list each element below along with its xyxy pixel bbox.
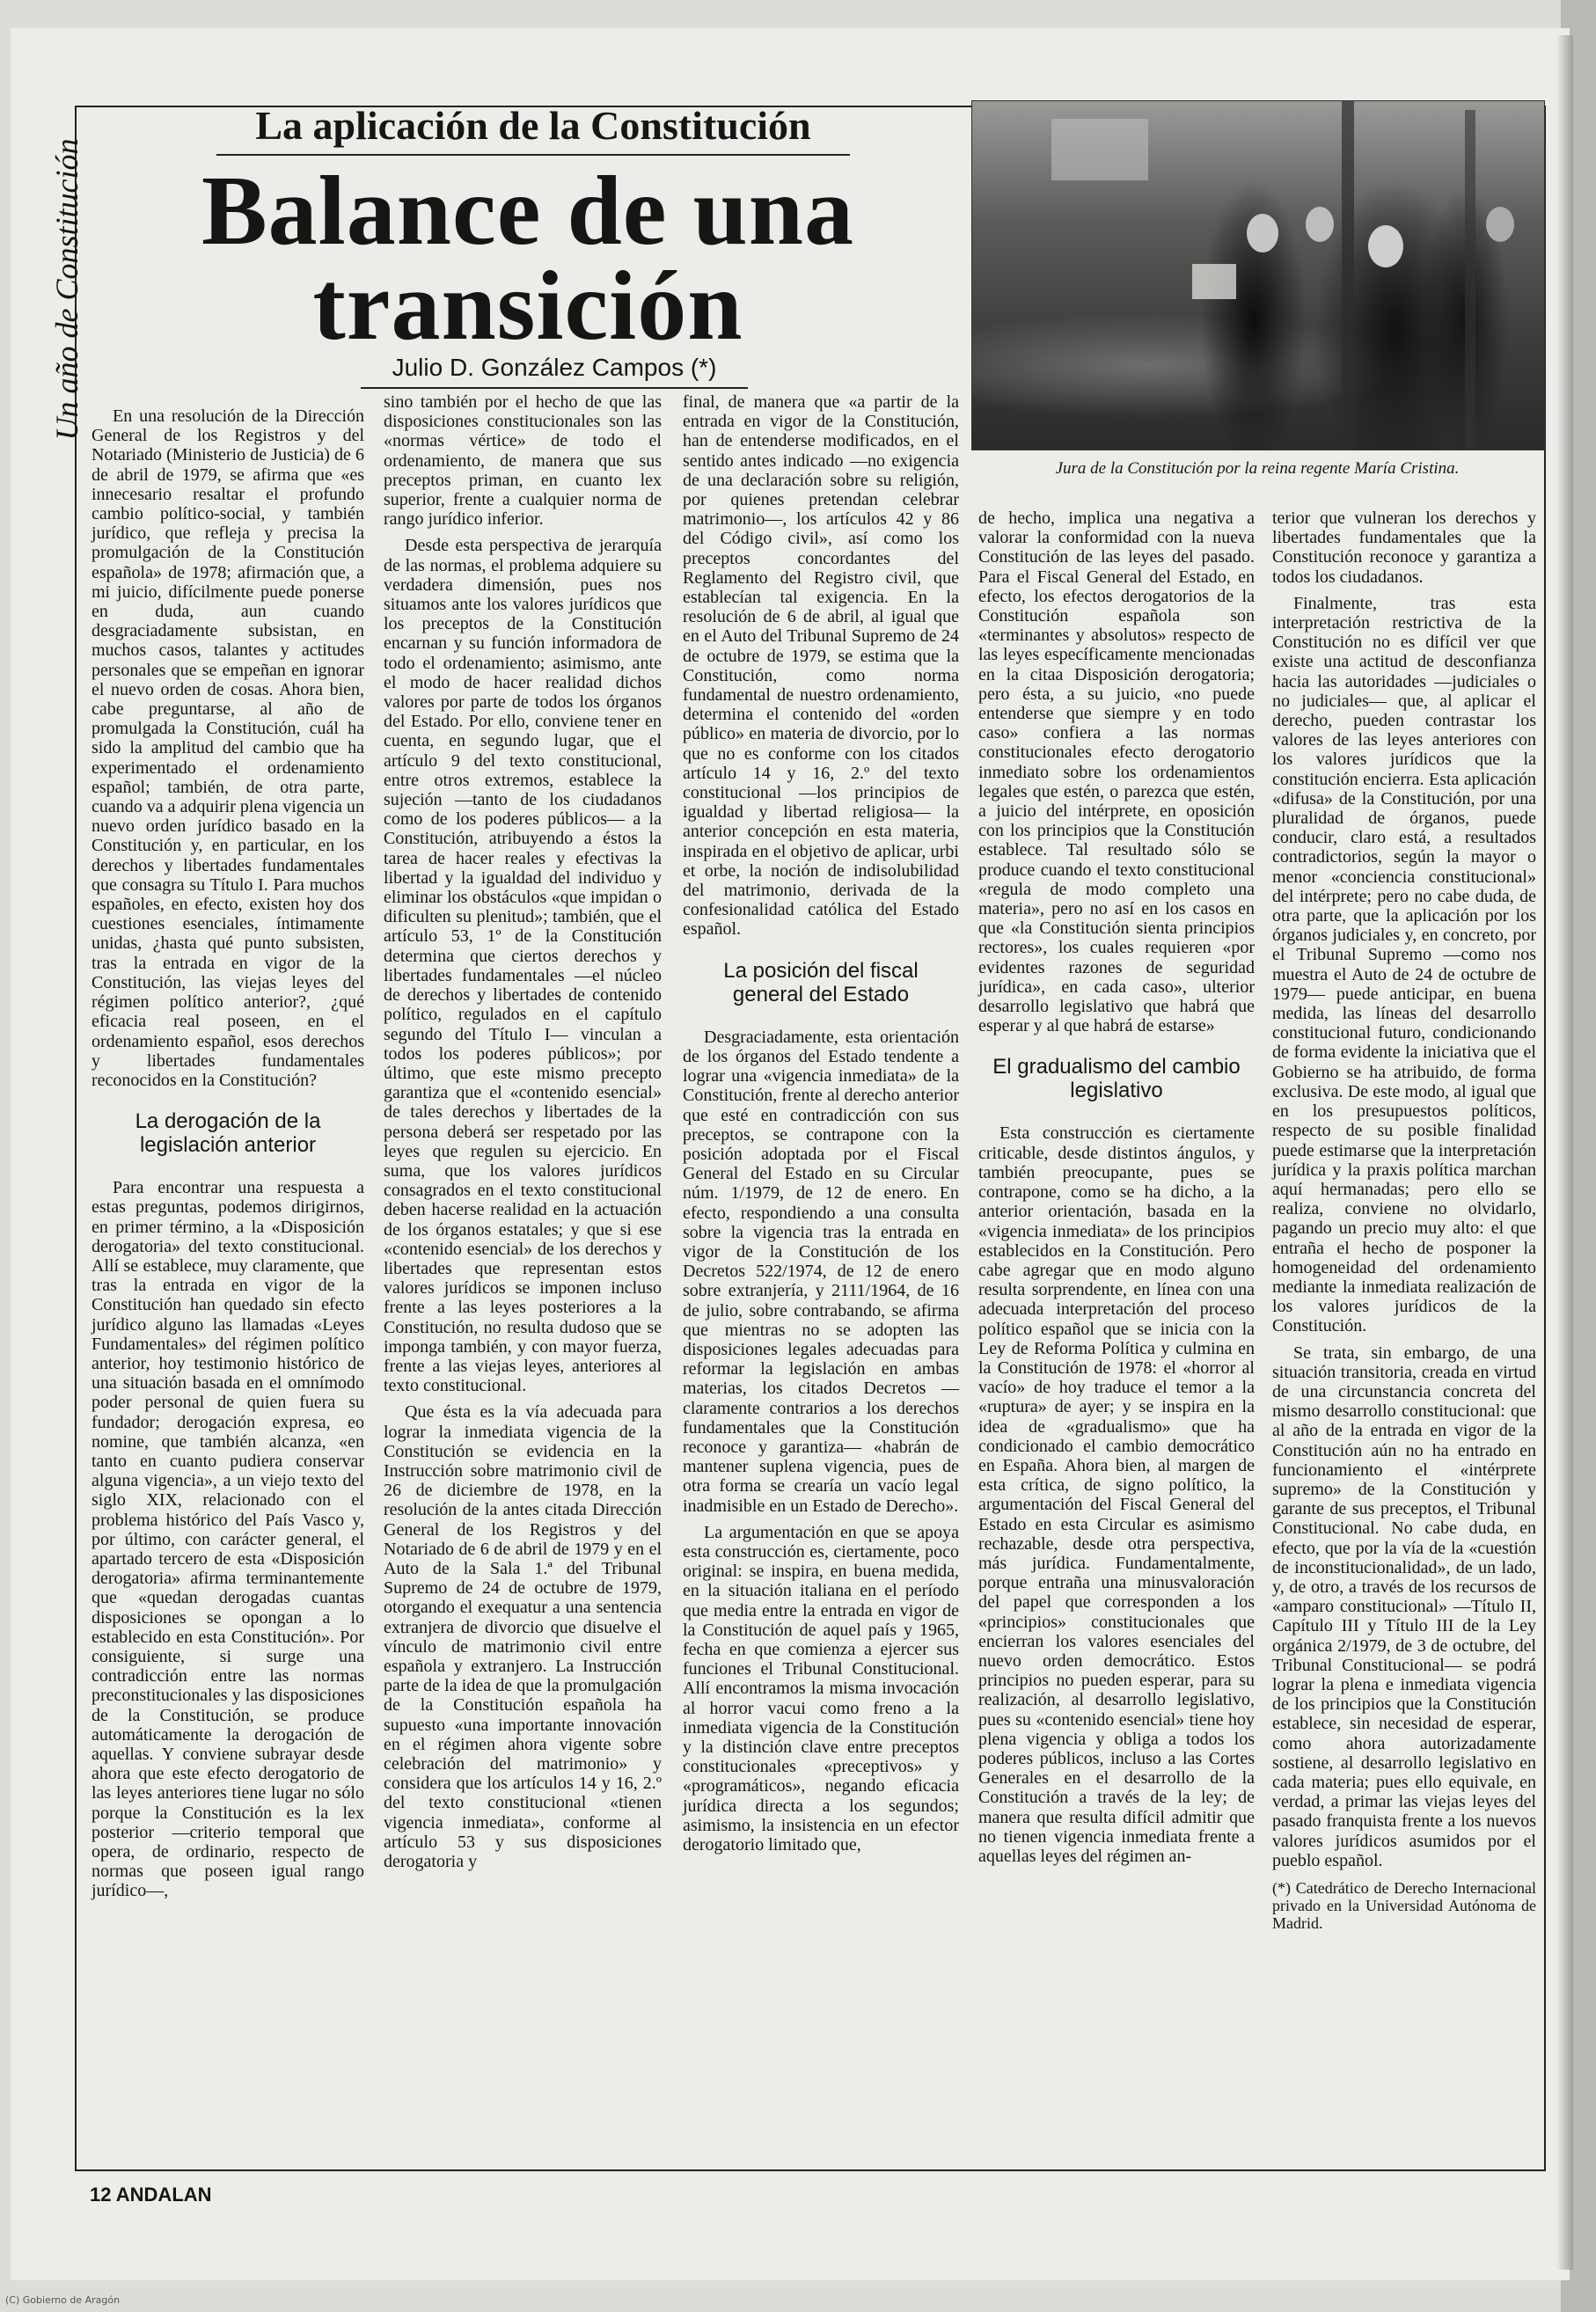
subheading: La derogación de la legislación anterior — [135, 1109, 321, 1158]
paragraph: Esta construcción es ciertamente criticable, desde distintos ángulos, y también preocupante, pues se contrapone, como se ha dicho, a la anterior orientación, basada en la «vigencia inmediata» de los principios establecidos en la Constitución. Pero cabe agregar que en modo alguno resulta sorprendente, en línea con una adecuada interpretación del proceso político español que se inicia con la Ley de Reforma Política y culmina en la Constitución de 1978: el «horror al vacío» de hoy traduce el temor a la «ruptura» de ayer; y se inspira en la idea de «gradualismo» que ha condicionado el cambio democrático en España. Ahora bien, al margen de esta crítica, de signo político, la argumentación del Fiscal General del Estado en esta Circular es asimismo rechazable, desde otra perspectiva, más jurídica. Fundamentalmente, porque entraña una minusvaloración del papel que corresponden a los «principios» constitucionales que encierran los valores esenciales del nuevo orden democrático. Estos principios no pueden esperar, para su realización, al desarrollo legislativo, pues su «contenido esencial» tiene hoy plena vigencia y obliga a todos los poderes públicos, incluso a las Cortes Generales en el desarrollo de la Constitución a través de la ley; de manera que resulta difícil admitir que no tienen vigencia inmediata frente a aquellas leyes del régimen an- — [978, 1123, 1255, 1866]
paragraph: de hecho, implica una negativa a valorar la conformidad con la nueva Constitución de las leyes del pasado. Para el Fiscal General del Estado, en efecto, los efectos derogatorios de la Constitución española son «terminantes y absolutos» respecto de las leyes específicamente mencionadas en la citaa Disposición derogatoria; pero ésta, a su juicio, «no puede entenderse que siempre y en todo caso» confiera a las normas constitucionales efecto derogatorio inmediato sobre los ordenamientos legales que estén, o parezca que estén, a juicio del intérprete, en oposición con los principios que la Constitución establece. Tal resultado sólo se produce cuando el texto constitucional «regula de modo completo una materia», pero no así en los casos en que «la Constitución sienta principios rectores», los cuales requieren «por evidentes razones de seguridad jurídica», en cada caso», ulterior desarrollo legislativo que habrá que esperar y al que habrá de estarse» — [978, 508, 1255, 1036]
column-5 — [1272, 508, 1536, 1939]
paragraph: final, de manera que «a partir de la entrada en vigor de la Constitución, han de entenderse modificados, en el sentido antes indicado —no exigencia de una declaración sobre su religión, por quienes pretendan celebrar matrimonio—, los artículos 42 y 86 del Código civil», así como los preceptos concordantes del Reglamento del Registro civil, que establecían tal exigencia. En la resolución de 6 de abril, al igual que en el Auto del Tribunal Supremo de 24 de octubre de 1979, se estima que la Constitución, como norma fundamental de nuestro ordenamiento, determina el contenido del «orden público» en materia de divorcio, por lo que no es conforme con los citados artículo 14 y 16, 2.º del texto constitucional —los principios de igualdad y libertad religiosa— la anterior concepción en esta materia, inspirada en el objetivo de aplicar, urbi et orbe, la noción de indisolubilidad del matrimonio, derivada de la confesionalidad católica del Estado español. — [683, 392, 959, 940]
column-2 — [384, 392, 662, 1878]
page-footer: 12 ANDALAN — [90, 2184, 212, 2206]
column-1 — [92, 406, 364, 1908]
paragraph: Desde esta perspectiva de jerarquía de las normas, el problema adquiere su verdadera dimensión, pues nos situamos ante los valores jurídicos que los preceptos de la Constitución encarnan y su función informadora de todo el ordenamiento; asimismo, ante el modo de hacer realidad dichos valores por parte de todos los órganos del Estado. Por ello, conviene tener en cuenta, en segundo lugar, que el artículo 9 del texto constitucional, entre otros extremos, establece la sujeción —tanto de los ciudadanos como de los poderes públicos— a la Constitución, atribuyendo a éstos la tarea de hacer reales y efectivas la libertad y la igualdad del individuo y eliminar los obstáculos «que impidan o dificulten su plenitud»; también, que el artículo 53, 1º de la Constitución determina que ciertos derechos y libertades fundamentales —el núcleo de derechos y libertades de contenido político, regulados en el capítulo segundo del Título I— vinculan a todos los poderes públicos»; por último, que este mismo precepto garantiza que el «contenido esencial» de tales derechos y libertades de la persona deberá ser respetado por las leyes que regulen su ejercicio. En suma, que los valores jurídicos consagrados en el texto constitucional deben hacerse realidad en la actuación de los órganos estatales; y que si ese «contenido esencial» de los derechos y libertades que representan estos valores jurídicos se imponen incluso frente a las leyes posteriores a la Constitución, no resulta dudoso que se imponga también, y con mayor fuerza, frente a las viejas leyes, anteriores al texto constitucional. — [384, 536, 662, 1396]
subheading: La posición del fiscal general del Estado — [723, 958, 919, 1006]
paragraph: Desgraciadamente, esta orientación de los órganos del Estado tendente a lograr una «vigencia inmediata» de la Constitución, frente al derecho anterior que esté en contradicción con sus preceptos, se contrapone con la posición adoptada por el Fiscal General del Estado en su Circular núm. 1/1979, de 12 de enero. En efecto, respondiendo a una consulta sobre la vigencia tras la entrada en vigor de la Constitución de los Decretos 522/1974, de 12 de enero sobre extranjería, y 2111/1964, de 16 de julio, sobre contrabando, se afirma que mientras no se adopten las disposiciones legales adecuadas para reformar la legislación en ambas materias, los citados Decretos —claramente contrarios a los derechos fundamentales que la Constitución reconoce y garantiza— «habrán de mantener suplena vigencia, pues de otra forma se crearía un vacío legal inadmisible en un Estado de Derecho». — [683, 1027, 959, 1516]
paragraph: sino también por el hecho de que las disposiciones constitucionales son las «normas vértice» de todo el ordenamiento, de manera que sus preceptos priman, en cuanto lex superior, frente a cualquier norma de rango jurídico inferior. — [384, 392, 662, 530]
historical-photo — [971, 100, 1545, 450]
paragraph: Que ésta es la vía adecuada para lograr la inmediata vigencia de la Constitución se evidencia en la Instrucción sobre matrimonio civil de 26 de diciembre de 1978, en la resolución de la antes citada Dirección General de los Registros y del Notariado de 6 de abril de 1979 y en el Auto de la Sala 1.ª del Tribunal Supremo de 24 de octubre de 1979, otorgando el exequatur a una sentencia extranjera de divorcio que disuelve el vínculo de matrimonio civil entre española y extranjero. La Instrucción parte de la idea de que la promulgación de la Constitución española ha supuesto «una importante innovación en el régimen ahora vigente sobre celebración del matrimonio» y considera que los artículos 14 y 16, 2.º del texto constitucional «tienen vigencia inmediata», conforme al artículo 53 y sus disposiciones derogatoria y — [384, 1402, 662, 1872]
copyright-notice: (C) Gobierno de Aragón — [5, 2294, 121, 2306]
photo-caption: Jura de la Constitución por la reina regente María Cristina. — [1055, 459, 1460, 478]
byline: Julio D. González Campos (*) — [361, 354, 748, 389]
page-curl — [1557, 35, 1573, 2270]
paragraph: terior que vulneran los derechos y libertades fundamentales que la Constitución reconoce y garantiza a todos los ciudadanos. — [1272, 508, 1536, 587]
paragraph: Se trata, sin embargo, de una situación transitoria, creada en virtud de una circunstancia concreta del mismo desarrollo constitucional: que al año de la entrada en vigor de la Constitución aún no ha entrado en funcionamiento el «intérprete supremo» de la Constitución y garante de sus preceptos, el Tribunal Constitucional. No cabe duda, en efecto, que por la vía de la «cuestión de inconstitucionalidad», de un lado, y, de otro, a través de los recursos de «amparo constitucional» —Título II, Capítulo III y Título III de la Ley orgánica 2/1979, de 3 de octubre, del Tribunal Constitucional— se podrá lograr la plena e inmediata vigencia de los principios que la Constitución establece, sin necesidad de esperar, como ahora autorizadamente sostiene, al desarrollo legislativo en cada materia; pues ello equivale, en verdad, a primar las viejas leyes del pasado franquista frente a los nuevos valores jurídicos asumidos por el pueblo español. — [1272, 1343, 1536, 1870]
paragraph: Para encontrar una respuesta a estas preguntas, podemos dirigirnos, en primer término, a la «Disposición derogatoria» del texto constitucional. Allí se establece, muy claramente, que tras la entrada en vigor de la Constitución han quedado sin efecto jurídico alguno las llamadas «Leyes Fundamentales» del régimen político anterior, hoy testimonio histórico de una situación basada en el omnímodo poder personal de quien fuera su fundador; derogación expresa, eo nomine, que también alcanza, «en tanto en cuanto pudiera conservar alguna vigencia», a un viejo texto del siglo XIX, relacionado con el problema histórico del País Vasco y, por último, con carácter general, el apartado tercero de esta «Disposición derogatoria» afirma terminantemente que «quedan derogadas cuantas disposiciones se opongan a lo establecido en esta Constitución». Por consiguiente, si surge una contradicción entre las normas preconstitucionales y las disposiciones de la Constitución, se produce automáticamente la derogación de aquellas. Y conviene subrayar desde ahora que este efecto derogatorio de las leyes anteriores tiene lugar no sólo porque la Constitución es la lex posterior —criterio temporal que opera, de ordinario, respecto de normas que poseen igual rango jurídico—, — [92, 1178, 364, 1901]
paragraph: Finalmente, tras esta interpretación restrictiva de la Constitución no es difícil ver que existe una actitud de desconfianza hacia las autoridades —judiciales o no judiciales— que, al aplicar el derecho, pueden contrastar los valores de las leyes anteriores con los valores jurídicos que la constitución encierra. Esta aplicación «difusa» de la Constitución, por una pluralidad de órganos, puede conducir, claro está, a resultados contradictorios, según la mayor o menor «conciencia constitucional» del intérprete; pero no cabe duda, de otra parte, que la aplicación por los órganos judiciales y, en concreto, por el Tribunal Supremo —como nos muestra el Auto de 24 de octubre de 1979— puede anticipar, en buena medida, las líneas del desarrollo constitucional futuro, condicionando de forma evidente la iniciativa que el Gobierno se ha atribuido, de forma exclusiva. De este modo, al igual que en los presupuestos políticos, respecto de su posible finalidad puede estimarse que la interpretación jurídica y la praxis política marchan aquí hermanadas; pero ello se realiza, conviene no olvidarlo, pagando un precio muy alto: el que entraña el hecho de posponer la homogeneidad del ordenamiento mediante la inmediata realización de los valores jurídicos de la Constitución. — [1272, 593, 1536, 1336]
paragraph: En una resolución de la Dirección General de los Registros y del Notariado (Ministerio de Justicia) de 6 de abril de 1979, se afirma que «es innecesario resaltar el profundo cambio político-social, y también jurídico, que refleja y precisa la promulgación de la Constitución española» de 1978; afirmación que, a mi juicio, difícilmente puede ponerse en duda, aun cuando desgraciadamente subsistan, en muchos casos, talantes y actitudes personales que se empeñan en ignorar el nuevo orden de cosas. Ahora bien, cabe preguntarse, al año de promulgada la Constitución, cuál ha sido la amplitud del cambio que ha experimentado el ordenamiento español; también, de otra parte, cuando va a adquirir plena vigencia un nuevo orden jurídico basado en la Constitución y, en particular, en los derechos y libertades fundamentales que consagra su Título I. Para muchos españoles, en efecto, existen hoy dos cuestiones esenciales, íntimamente unidas, ¿hasta qué punto subsisten, tras la entrada en vigor de la Constitución, las viejas leyes del régimen político anterior?, ¿qué eficacia real poseen, en el ordenamiento español, esos derechos y libertades fundamentales reconocidos en la Constitución? — [92, 406, 364, 1090]
paragraph: La argumentación en que se apoya esta construcción es, ciertamente, poco original: se inspira, en buena medida, en la situación italiana en el período que media entre la entrada en vigor de la Constitución de aquel país y 1965, fecha en que comienza a ejercer sus funciones el Tribunal Constitucional. Allí encontramos la misma invocación al horror vacui como freno a la inmediata vigencia de la Constitución y la distinción clave entre preceptos constitucionales «preceptivos» y «programáticos», negando eficacia jurídica directa a los segundos; asimismo, la insistencia en un efector derogatorio limitado que, — [683, 1522, 959, 1855]
headline — [132, 157, 924, 361]
column-4 — [978, 508, 1255, 1873]
section-label: Un año de Constitución — [49, 138, 84, 441]
subheading: El gradualismo del cambio legislativo — [992, 1055, 1241, 1103]
author-note: (*) Catedrático de Derecho Internacional privado en la Universidad Autónoma de Madrid. — [1272, 1879, 1536, 1933]
kicker: La aplicación de la Constitución — [216, 102, 850, 156]
column-3 — [683, 392, 959, 1862]
photo-illustration — [972, 101, 1544, 450]
headline-line-1: Balance de una — [201, 157, 855, 266]
headline-line-2: transición — [312, 252, 743, 361]
